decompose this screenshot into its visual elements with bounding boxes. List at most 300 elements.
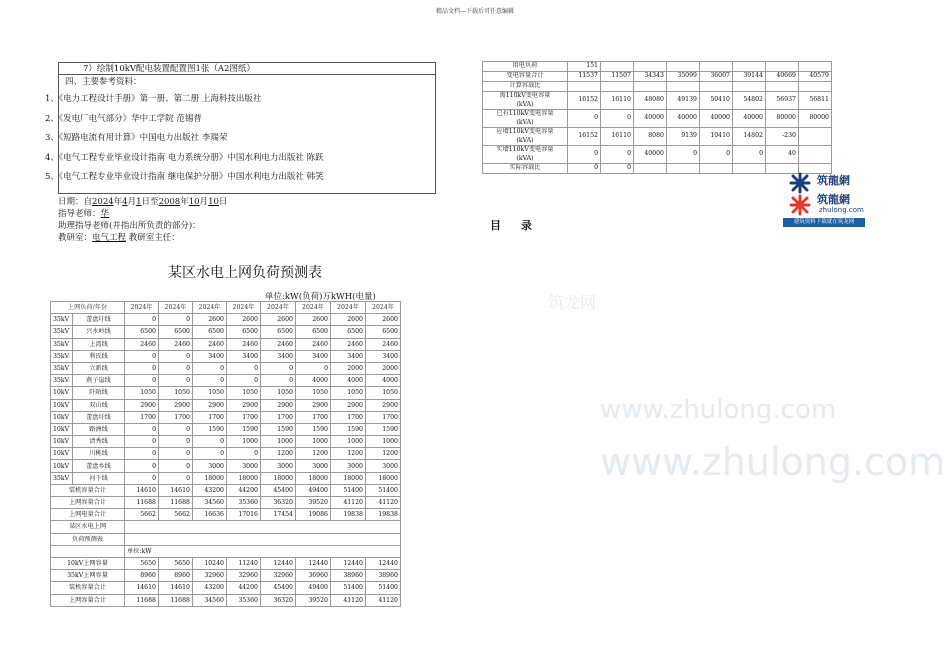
row-label-text: (kVA) bbox=[516, 100, 534, 108]
line-name-cell: 立新线 bbox=[73, 362, 125, 374]
value-cell: 1590 bbox=[261, 423, 296, 435]
value-cell: 16110 bbox=[601, 128, 634, 146]
value-cell: 0 bbox=[159, 375, 193, 387]
logo-text: 筑龍網 bbox=[817, 174, 850, 187]
value-cell: 1050 bbox=[296, 387, 331, 399]
value-cell: 3400 bbox=[331, 350, 366, 362]
value-cell: 2900 bbox=[296, 399, 331, 411]
value-cell bbox=[700, 62, 733, 72]
value-cell: 0 bbox=[159, 448, 193, 460]
value-cell: 36007 bbox=[700, 72, 733, 82]
value-cell: 0 bbox=[125, 350, 159, 362]
row-label-text: 变电容量合计 bbox=[506, 72, 544, 80]
line-name-cell: 双山线 bbox=[73, 399, 125, 411]
value-cell: 5662 bbox=[159, 509, 193, 521]
assignment-box bbox=[45, 62, 436, 194]
value-cell bbox=[766, 82, 799, 92]
value-cell: 1590 bbox=[193, 423, 227, 435]
voltage-cell: 10kV bbox=[51, 436, 73, 448]
value-cell: 34343 bbox=[634, 72, 667, 82]
table-row bbox=[483, 164, 832, 174]
value-cell: 80000 bbox=[799, 110, 832, 128]
value-cell: 49400 bbox=[296, 484, 331, 496]
table-row bbox=[51, 472, 401, 484]
value-cell: 3400 bbox=[296, 350, 331, 362]
value-cell: 4000 bbox=[331, 375, 366, 387]
table-row bbox=[51, 509, 401, 521]
value-cell: 0 bbox=[601, 110, 634, 128]
value-cell: 6500 bbox=[159, 326, 193, 338]
value-cell: 2900 bbox=[125, 399, 159, 411]
row-label-cell bbox=[483, 72, 568, 82]
reference-item: 4、《电气工程专业毕业设计指南 电力系统分册》中国水利电力出版社 陈跃 bbox=[45, 152, 324, 163]
table-cell bbox=[125, 533, 401, 545]
table-row bbox=[51, 570, 401, 582]
value-cell: 8080 bbox=[634, 128, 667, 146]
value-cell: 1050 bbox=[331, 387, 366, 399]
table-row bbox=[483, 128, 832, 146]
value-cell: 2600 bbox=[366, 314, 401, 326]
value-cell: 18000 bbox=[296, 472, 331, 484]
value-cell: 3000 bbox=[261, 460, 296, 472]
row-label-text: (kVA) bbox=[516, 136, 534, 144]
value-cell: 0 bbox=[125, 472, 159, 484]
value-cell: 0 bbox=[159, 362, 193, 374]
value-cell: 1700 bbox=[125, 411, 159, 423]
zhulong-logo bbox=[783, 170, 865, 228]
advisor-name: 华 bbox=[100, 209, 110, 219]
value-cell bbox=[733, 164, 766, 174]
value-cell: 14802 bbox=[733, 128, 766, 146]
capacity-table bbox=[482, 61, 832, 174]
value-cell: 43200 bbox=[193, 484, 227, 496]
value-cell: 40000 bbox=[634, 110, 667, 128]
value-cell: 1050 bbox=[125, 387, 159, 399]
header-cell: 2024年 bbox=[296, 302, 331, 314]
table-row bbox=[51, 326, 401, 338]
value-cell: 18000 bbox=[193, 472, 227, 484]
value-cell: 10410 bbox=[700, 128, 733, 146]
value-cell: 3400 bbox=[193, 350, 227, 362]
value-cell: 0 bbox=[193, 362, 227, 374]
value-cell: 36320 bbox=[261, 594, 296, 606]
value-cell: 19086 bbox=[296, 509, 331, 521]
value-cell: 2600 bbox=[261, 314, 296, 326]
value-cell: 12440 bbox=[261, 557, 296, 569]
subtitle-cell: 某区水电上网 bbox=[51, 521, 125, 533]
value-cell bbox=[733, 82, 766, 92]
value-cell bbox=[667, 62, 700, 72]
value-cell: 2000 bbox=[366, 362, 401, 374]
value-cell: 17454 bbox=[261, 509, 296, 521]
line-name-cell: 上湾线 bbox=[73, 338, 125, 350]
watermark-url-large: www.zhulong.com bbox=[600, 440, 946, 484]
value-cell: 11537 bbox=[568, 72, 601, 82]
value-cell: 32960 bbox=[261, 570, 296, 582]
value-cell: 2600 bbox=[227, 314, 261, 326]
value-cell: 1590 bbox=[296, 423, 331, 435]
value-cell bbox=[634, 62, 667, 72]
value-cell: 0 bbox=[601, 146, 634, 164]
value-cell: 2460 bbox=[331, 338, 366, 350]
line-name-cell: 阡陌线 bbox=[73, 387, 125, 399]
value-cell: 32960 bbox=[193, 570, 227, 582]
header-cell: 2024年 bbox=[366, 302, 401, 314]
header-cell: 上网负荷/年份 bbox=[51, 302, 125, 314]
value-cell: 41120 bbox=[366, 594, 401, 606]
row-label-cell bbox=[483, 62, 568, 72]
value-cell: 39144 bbox=[733, 72, 766, 82]
value-cell: 14610 bbox=[159, 484, 193, 496]
assistant-line: 助理指导老师(并指出所负责的部分)： bbox=[58, 221, 201, 231]
voltage-cell: 35kV bbox=[51, 326, 73, 338]
table-row bbox=[51, 411, 401, 423]
value-cell: 2600 bbox=[331, 314, 366, 326]
table-row bbox=[51, 448, 401, 460]
table-row bbox=[51, 423, 401, 435]
row-label-text: 计算容载比 bbox=[509, 82, 541, 90]
value-cell bbox=[568, 82, 601, 92]
refs-title: 四、主要参考资料： bbox=[65, 77, 142, 87]
value-cell: 10240 bbox=[193, 557, 227, 569]
value-cell bbox=[667, 82, 700, 92]
subunit-cell: 单位:kW bbox=[125, 545, 401, 557]
value-cell: 2900 bbox=[227, 399, 261, 411]
value-cell: 0 bbox=[568, 146, 601, 164]
subtitle-cell: 负荷预测表 bbox=[51, 533, 125, 545]
voltage-cell: 10kV bbox=[51, 411, 73, 423]
value-cell: 1700 bbox=[261, 411, 296, 423]
line-name-cell: 蕾盘圩线 bbox=[73, 314, 125, 326]
table-row bbox=[483, 62, 832, 72]
value-cell: 4000 bbox=[296, 375, 331, 387]
value-cell: 56811 bbox=[799, 92, 832, 110]
value-cell: 1700 bbox=[296, 411, 331, 423]
line-name-cell: 利氏线 bbox=[73, 350, 125, 362]
line-name-cell: 上网容量合计 bbox=[51, 594, 125, 606]
value-cell: 2900 bbox=[331, 399, 366, 411]
value-cell: 14610 bbox=[159, 582, 193, 594]
row-label-text: 用电负荷 bbox=[512, 62, 538, 70]
value-cell: 0 bbox=[667, 146, 700, 164]
voltage-cell: 35kV bbox=[51, 338, 73, 350]
value-cell: 38960 bbox=[366, 570, 401, 582]
value-cell: 6500 bbox=[366, 326, 401, 338]
value-cell: 3000 bbox=[193, 460, 227, 472]
value-cell: 0 bbox=[125, 362, 159, 374]
voltage-cell: 35kV bbox=[51, 350, 73, 362]
value-cell: 40000 bbox=[733, 110, 766, 128]
header-cell: 2024年 bbox=[193, 302, 227, 314]
value-cell: 2460 bbox=[261, 338, 296, 350]
table-row bbox=[51, 436, 401, 448]
table-row bbox=[483, 72, 832, 82]
voltage-cell: 10kV bbox=[51, 387, 73, 399]
value-cell: 0 bbox=[227, 375, 261, 387]
header-cell: 2024年 bbox=[125, 302, 159, 314]
value-cell: 8960 bbox=[125, 570, 159, 582]
value-cell: 44200 bbox=[227, 484, 261, 496]
value-cell: 0 bbox=[159, 460, 193, 472]
voltage-cell: 10kV bbox=[51, 448, 73, 460]
value-cell bbox=[634, 164, 667, 174]
value-cell: 14610 bbox=[125, 582, 159, 594]
value-cell: 5650 bbox=[159, 557, 193, 569]
table-row bbox=[51, 582, 401, 594]
line-name-cell: 10kV上网容量 bbox=[51, 557, 125, 569]
value-cell: 3000 bbox=[296, 460, 331, 472]
value-cell: 1700 bbox=[193, 411, 227, 423]
reference-item: 5、《电气工程专业毕业设计指南 继电保护分册》中国水利电力出版社 韩笑 bbox=[45, 172, 324, 182]
value-cell bbox=[601, 62, 634, 72]
header-cell: 2024年 bbox=[261, 302, 296, 314]
value-cell: 2600 bbox=[296, 314, 331, 326]
value-cell bbox=[799, 128, 832, 146]
voltage-cell: 35kV bbox=[51, 472, 73, 484]
value-cell: 3000 bbox=[366, 460, 401, 472]
value-cell: 1050 bbox=[159, 387, 193, 399]
table-row bbox=[483, 82, 832, 92]
value-cell bbox=[700, 82, 733, 92]
value-cell: 0 bbox=[159, 436, 193, 448]
value-cell: 0 bbox=[125, 375, 159, 387]
value-cell: 11688 bbox=[159, 594, 193, 606]
value-cell bbox=[733, 62, 766, 72]
table-row bbox=[51, 557, 401, 569]
value-cell: 0 bbox=[296, 362, 331, 374]
subtitle-row bbox=[51, 545, 401, 557]
line-name-cell: 清秀线 bbox=[73, 436, 125, 448]
row-label-cell bbox=[483, 82, 568, 92]
value-cell: 1050 bbox=[261, 387, 296, 399]
value-cell: 1590 bbox=[227, 423, 261, 435]
value-cell: 1590 bbox=[331, 423, 366, 435]
line-name-cell: 河下线 bbox=[73, 472, 125, 484]
value-cell: 0 bbox=[159, 350, 193, 362]
value-cell: 3400 bbox=[261, 350, 296, 362]
value-cell: 32960 bbox=[227, 570, 261, 582]
line-name-cell: 35kV上网容量 bbox=[51, 570, 125, 582]
line-name-cell: 装机容量合计 bbox=[51, 484, 125, 496]
value-cell: 40579 bbox=[799, 72, 832, 82]
value-cell: 2460 bbox=[125, 338, 159, 350]
header-cell: 2024年 bbox=[159, 302, 193, 314]
value-cell: 0 bbox=[125, 314, 159, 326]
value-cell: 3000 bbox=[331, 460, 366, 472]
value-cell: 49400 bbox=[296, 582, 331, 594]
table-row bbox=[51, 594, 401, 606]
value-cell: -230 bbox=[766, 128, 799, 146]
subtitle-row bbox=[51, 533, 401, 545]
value-cell: 6500 bbox=[193, 326, 227, 338]
value-cell: 0 bbox=[125, 436, 159, 448]
value-cell: 0 bbox=[568, 164, 601, 174]
value-cell: 48080 bbox=[634, 92, 667, 110]
value-cell: 0 bbox=[193, 436, 227, 448]
value-cell: 39520 bbox=[296, 594, 331, 606]
reference-item: 3、《短路电流有用计算》中国电力出版社 李瑞荣 bbox=[45, 133, 228, 143]
value-cell: 6500 bbox=[331, 326, 366, 338]
value-cell: 40 bbox=[766, 146, 799, 164]
value-cell: 50410 bbox=[700, 92, 733, 110]
watermark-url: www.zhulong.com bbox=[600, 395, 837, 425]
value-cell: 19838 bbox=[331, 509, 366, 521]
item7-text: 7）绘制10kV配电装置配置图1张（A2图纸） bbox=[59, 63, 435, 75]
value-cell: 6500 bbox=[296, 326, 331, 338]
voltage-cell: 35kV bbox=[51, 375, 73, 387]
value-cell: 16152 bbox=[568, 128, 601, 146]
table-unit: 单位:kW(负荷)万kWH(电量) bbox=[265, 292, 376, 302]
row-label-text: 实增110kV变电容量 bbox=[496, 146, 554, 153]
header-cell: 2024年 bbox=[227, 302, 261, 314]
line-name-cell: 蕾盘圩线 bbox=[73, 411, 125, 423]
value-cell: 4000 bbox=[366, 375, 401, 387]
value-cell: 2460 bbox=[193, 338, 227, 350]
value-cell: 80000 bbox=[766, 110, 799, 128]
value-cell: 3400 bbox=[227, 350, 261, 362]
value-cell: 8960 bbox=[159, 570, 193, 582]
value-cell: 35360 bbox=[227, 594, 261, 606]
logo-slogan: 建筑资料下载就在筑龙网 bbox=[783, 218, 865, 227]
logo-url: zhulong.com bbox=[819, 206, 864, 214]
value-cell: 34560 bbox=[193, 497, 227, 509]
line-name-cell: 装机容量合计 bbox=[51, 582, 125, 594]
value-cell: 2460 bbox=[296, 338, 331, 350]
table-row bbox=[51, 484, 401, 496]
value-cell: 1700 bbox=[159, 411, 193, 423]
value-cell: 51400 bbox=[366, 582, 401, 594]
table-title: 某区水电上网负荷预测表 bbox=[168, 265, 322, 281]
value-cell: 0 bbox=[159, 314, 193, 326]
value-cell: 12440 bbox=[331, 557, 366, 569]
value-cell: 2460 bbox=[366, 338, 401, 350]
value-cell: 2900 bbox=[261, 399, 296, 411]
value-cell: 2000 bbox=[331, 362, 366, 374]
value-cell: 0 bbox=[227, 448, 261, 460]
value-cell: 0 bbox=[700, 146, 733, 164]
voltage-cell: 35kV bbox=[51, 362, 73, 374]
row-label-text: 实际容载比 bbox=[509, 164, 541, 172]
value-cell: 0 bbox=[193, 375, 227, 387]
row-label-cell bbox=[483, 110, 568, 128]
value-cell bbox=[799, 82, 832, 92]
watermark-text: 筑龙网 bbox=[548, 293, 597, 312]
value-cell: 17016 bbox=[227, 509, 261, 521]
value-cell: 0 bbox=[601, 164, 634, 174]
value-cell: 2900 bbox=[193, 399, 227, 411]
subtitle-row bbox=[51, 521, 401, 533]
value-cell: 1000 bbox=[227, 436, 261, 448]
value-cell: 1200 bbox=[366, 448, 401, 460]
value-cell: 1590 bbox=[366, 423, 401, 435]
row-label-cell bbox=[483, 164, 568, 174]
value-cell: 44200 bbox=[227, 582, 261, 594]
value-cell: 11240 bbox=[227, 557, 261, 569]
table-row bbox=[483, 110, 832, 128]
value-cell: 6500 bbox=[261, 326, 296, 338]
voltage-cell: 10kV bbox=[51, 460, 73, 472]
value-cell: 1200 bbox=[331, 448, 366, 460]
value-cell: 2600 bbox=[193, 314, 227, 326]
value-cell: 11507 bbox=[601, 72, 634, 82]
line-name-cell: 川桃线 bbox=[73, 448, 125, 460]
value-cell: 0 bbox=[193, 448, 227, 460]
table-row bbox=[51, 399, 401, 411]
row-label-text: 已有110kV变电容量 bbox=[496, 110, 554, 117]
value-cell: 40000 bbox=[700, 110, 733, 128]
value-cell: 0 bbox=[159, 423, 193, 435]
value-cell: 0 bbox=[159, 472, 193, 484]
value-cell: 1000 bbox=[366, 436, 401, 448]
value-cell: 18000 bbox=[227, 472, 261, 484]
value-cell: 40669 bbox=[766, 72, 799, 82]
table-row bbox=[51, 387, 401, 399]
table-row bbox=[483, 92, 832, 110]
value-cell: 12440 bbox=[366, 557, 401, 569]
value-cell: 5662 bbox=[125, 509, 159, 521]
value-cell: 6500 bbox=[227, 326, 261, 338]
value-cell: 54802 bbox=[733, 92, 766, 110]
header-cell: 2024年 bbox=[331, 302, 366, 314]
value-cell: 1000 bbox=[296, 436, 331, 448]
value-cell: 40000 bbox=[667, 110, 700, 128]
reference-item: 2、《发电厂电气部分》华中工学院 范锡普 bbox=[45, 113, 202, 124]
line-name-cell: 上网电量合计 bbox=[51, 509, 125, 521]
line-name-cell: 兴水岭线 bbox=[73, 326, 125, 338]
value-cell: 12440 bbox=[296, 557, 331, 569]
value-cell: 11688 bbox=[125, 497, 159, 509]
row-label-cell bbox=[483, 128, 568, 146]
value-cell bbox=[799, 62, 832, 72]
table-header-row bbox=[51, 302, 401, 314]
voltage-cell: 10kV bbox=[51, 423, 73, 435]
value-cell: 1050 bbox=[366, 387, 401, 399]
office-line: 教研室：电气工程 教研室主任： bbox=[58, 233, 180, 243]
value-cell: 0 bbox=[261, 362, 296, 374]
page-header: 精品文档---下载后可任意编辑 bbox=[435, 8, 515, 15]
value-cell: 151 bbox=[568, 62, 601, 72]
value-cell: 36960 bbox=[296, 570, 331, 582]
value-cell: 0 bbox=[568, 110, 601, 128]
value-cell: 1050 bbox=[193, 387, 227, 399]
table-row bbox=[51, 375, 401, 387]
value-cell: 35099 bbox=[667, 72, 700, 82]
value-cell: 41120 bbox=[331, 594, 366, 606]
table-row bbox=[51, 460, 401, 472]
value-cell: 0 bbox=[125, 423, 159, 435]
value-cell: 1700 bbox=[331, 411, 366, 423]
value-cell: 2460 bbox=[159, 338, 193, 350]
value-cell: 0 bbox=[125, 448, 159, 460]
value-cell: 19838 bbox=[366, 509, 401, 521]
table-row bbox=[51, 338, 401, 350]
line-name-cell: 蕾盘乡线 bbox=[73, 460, 125, 472]
value-cell: 0 bbox=[227, 362, 261, 374]
table-cell bbox=[51, 545, 125, 557]
voltage-cell: 10kV bbox=[51, 399, 73, 411]
value-cell: 11688 bbox=[159, 497, 193, 509]
value-cell: 18000 bbox=[261, 472, 296, 484]
table-cell bbox=[125, 521, 401, 533]
value-cell: 51400 bbox=[331, 582, 366, 594]
value-cell: 1200 bbox=[296, 448, 331, 460]
load-forecast-table bbox=[50, 301, 401, 607]
value-cell: 0 bbox=[261, 375, 296, 387]
value-cell: 43200 bbox=[193, 582, 227, 594]
value-cell: 1700 bbox=[366, 411, 401, 423]
table-row bbox=[51, 497, 401, 509]
value-cell: 56937 bbox=[766, 92, 799, 110]
